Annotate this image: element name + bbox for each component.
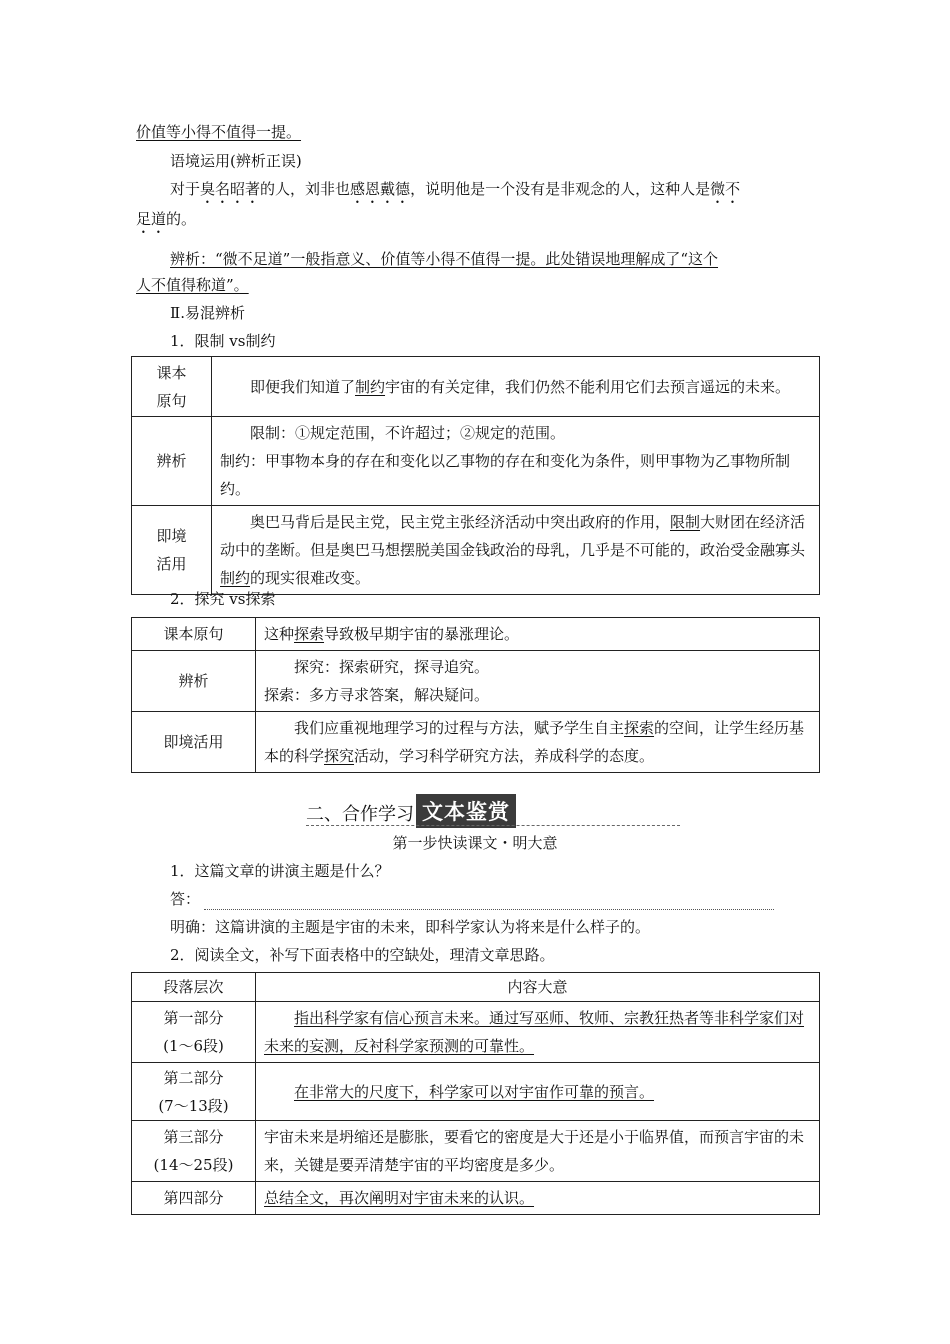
analysis-line: 人不值得称道”。: [136, 276, 249, 294]
column-header: 内容大意: [256, 973, 820, 1002]
emphasized-word: 感恩戴德: [350, 180, 411, 198]
comparison-table-1: [131, 356, 820, 595]
part-cell: 第一部分 (1～6段): [132, 1002, 256, 1063]
table-row: [132, 1063, 820, 1121]
table-header-row: [132, 973, 820, 1002]
part-cell: 第四部分: [132, 1182, 256, 1215]
clarify-line: 明确：这篇讲演的主题是宇宙的未来，即科学家认为将来是什么样子的。: [170, 918, 651, 936]
key-word: 限制: [670, 513, 701, 531]
context-heading: 语境运用(辨析正误): [170, 152, 302, 170]
table-row: [132, 618, 820, 651]
summary-cell: 宇宙未来是坍缩还是膨胀，要看它的密度是大于还是小于临界值，而预言宇宙的未来，关键是要弄清楚宇宙的平均密度是多少。: [256, 1121, 820, 1182]
section-banner: [306, 794, 680, 828]
table-row: [132, 357, 820, 417]
question-1: 1．这篇文章的讲演主题是什么？: [170, 862, 390, 880]
answer-line: [170, 888, 850, 910]
row-header: 课本原句: [132, 618, 256, 651]
row-content: 探究：探索研究，探寻追究。 探索：多方寻求答案，解决疑问。: [256, 651, 820, 712]
summary-cell: 在非常大的尺度下，科学家可以对宇宙作可靠的预言。: [256, 1063, 820, 1121]
table-row: [132, 417, 820, 506]
summary-cell: 指出科学家有信心预言未来。通过写巫师、牧师、宗教狂热者等非科学家们对未来的妄测，反衬科学家预测的可靠性。: [256, 1002, 820, 1063]
row-header: 即境活用: [132, 506, 212, 595]
comparison-table-2: [131, 617, 820, 773]
key-word: 制约: [220, 569, 251, 587]
row-header: 辨析: [132, 651, 256, 712]
answer-label: 答：: [170, 890, 201, 908]
answer-blank: [204, 895, 774, 910]
row-header: 即境活用: [132, 712, 256, 773]
summary-cell: 总结全文，再次阐明对宇宙未来的认识。: [256, 1182, 820, 1215]
row-content: 即便我们知道了制约宇宙的有关定律，我们仍然不能利用它们去预言遥远的未来。: [212, 357, 820, 417]
key-word: 探究: [324, 747, 355, 765]
section-label: 二、合作学习: [306, 804, 414, 825]
emphasized-word: 臭名昭著: [200, 180, 261, 198]
item-title: 2．探究 vs探索: [170, 590, 276, 608]
step-heading: 第一步快读课文・明大意: [392, 834, 558, 852]
emphasized-word: 足道: [136, 210, 167, 228]
dashed-rule: [306, 825, 680, 826]
analysis-line: 辨析：“微不足道”一般指意义、价值等小得不值得一提。此处错误地理解成了“这个: [170, 250, 719, 268]
example-sentence: 对于臭名昭著的人，刘非也感恩戴德，说明他是一个没有是非观念的人，这种人是微不: [170, 180, 741, 198]
column-header: 段落层次: [132, 973, 256, 1002]
structure-table: [131, 972, 820, 1215]
row-content: 奥巴马背后是民主党，民主党主张经济活动中突出政府的作用，限制大财团在经济活动中的垄断。但是奥巴马想摆脱美国金钱政治的母乳，几乎是不可能的，政治受金融寡头制约的现实很难改变。: [212, 506, 820, 595]
table-row: [132, 651, 820, 712]
row-content: 这种探索导致极早期宇宙的暴涨理论。: [256, 618, 820, 651]
row-header: 辨析: [132, 417, 212, 506]
section-badge: 文本鉴赏: [416, 794, 516, 828]
part-cell: 第三部分 (14～25段): [132, 1121, 256, 1182]
row-content: 限制：①规定范围，不许超过；②规定的范围。 制约：甲事物本身的存在和变化以乙事物的存在和变化为条件，则甲事物为乙事物所制约。: [212, 417, 820, 506]
example-sentence-cont: 足道的。: [136, 210, 197, 228]
table-row: [132, 712, 820, 773]
part-cell: 第二部分 (7～13段): [132, 1063, 256, 1121]
row-header: 课本原句: [132, 357, 212, 417]
table-row: [132, 1182, 820, 1215]
table-row: [132, 1121, 820, 1182]
text-line: 价值等小得不值得一提。: [136, 123, 302, 141]
question-2: 2．阅读全文，补写下面表格中的空缺处，理清文章思路。: [170, 946, 555, 964]
emphasized-word: 微不: [710, 180, 741, 198]
key-word: 探索: [624, 719, 655, 737]
key-word: 探索: [294, 625, 325, 643]
key-word: 制约: [355, 377, 386, 396]
table-row: [132, 506, 820, 595]
table-row: [132, 1002, 820, 1063]
row-content: 我们应重视地理学习的过程与方法，赋予学生自主探索的空间，让学生经历基本的科学探究活动，学习科学研究方法，养成科学的态度。: [256, 712, 820, 773]
section-heading: Ⅱ.易混辨析: [170, 304, 245, 322]
item-title: 1．限制 vs制约: [170, 332, 276, 350]
